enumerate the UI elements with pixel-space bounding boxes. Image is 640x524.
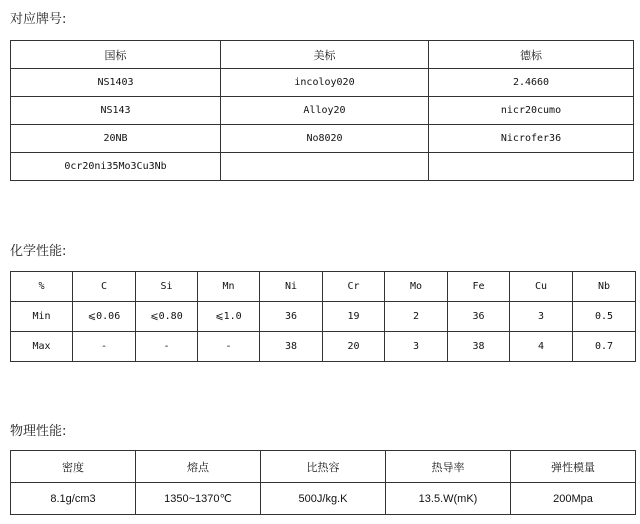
header-cell: Cu xyxy=(510,272,573,302)
table-row xyxy=(11,302,636,332)
table-cell: ⩽0.80 xyxy=(136,302,198,332)
grades-header-row xyxy=(11,41,634,69)
table-cell: 38 xyxy=(448,332,510,362)
table-cell: 38 xyxy=(260,332,323,362)
table-cell: 1350~1370℃ xyxy=(136,483,261,515)
physical-header-row xyxy=(11,451,636,483)
header-cell: Si xyxy=(136,272,198,302)
table-cell: 4 xyxy=(510,332,573,362)
table-row xyxy=(11,125,634,153)
table-cell: No8020 xyxy=(221,125,429,153)
header-cell: C xyxy=(73,272,136,302)
header-cell: Ni xyxy=(260,272,323,302)
table-cell: ⩽1.0 xyxy=(198,302,260,332)
header-cell-thermal-conductivity: 热导率 xyxy=(386,451,511,483)
header-cell: Mo xyxy=(385,272,448,302)
header-cell: Cr xyxy=(323,272,385,302)
table-cell: 20NB xyxy=(11,125,221,153)
table-cell: 36 xyxy=(260,302,323,332)
table-cell: 20 xyxy=(323,332,385,362)
table-cell: incoloy020 xyxy=(221,69,429,97)
table-cell: Min xyxy=(11,302,73,332)
physical-table xyxy=(10,450,636,515)
table-cell: 36 xyxy=(448,302,510,332)
table-row xyxy=(11,483,636,515)
table-cell: 500J/kg.K xyxy=(261,483,386,515)
table-row xyxy=(11,332,636,362)
table-cell: 3 xyxy=(385,332,448,362)
header-cell-us: 美标 xyxy=(221,41,429,69)
table-cell: Nicrofer36 xyxy=(429,125,634,153)
table-row xyxy=(11,69,634,97)
physical-title: 物理性能: xyxy=(10,424,67,439)
table-cell: NS143 xyxy=(11,97,221,125)
table-cell: 0.5 xyxy=(573,302,636,332)
header-cell: Nb xyxy=(573,272,636,302)
header-cell: Mn xyxy=(198,272,260,302)
table-cell: 0cr20ni35Mo3Cu3Nb xyxy=(11,153,221,181)
table-cell xyxy=(221,153,429,181)
table-cell: 8.1g/cm3 xyxy=(11,483,136,515)
table-cell: - xyxy=(136,332,198,362)
chemistry-header-row xyxy=(11,272,636,302)
grades-table xyxy=(10,40,634,181)
table-cell: NS1403 xyxy=(11,69,221,97)
table-cell: ⩽0.06 xyxy=(73,302,136,332)
table-cell: - xyxy=(73,332,136,362)
table-cell xyxy=(429,153,634,181)
table-cell: 200Mpa xyxy=(511,483,636,515)
header-cell-melting-point: 熔点 xyxy=(136,451,261,483)
header-cell: % xyxy=(11,272,73,302)
table-cell: 2.4660 xyxy=(429,69,634,97)
table-cell: Alloy20 xyxy=(221,97,429,125)
table-row xyxy=(11,97,634,125)
chemistry-title: 化学性能: xyxy=(10,244,67,259)
table-cell: - xyxy=(198,332,260,362)
grades-title: 对应牌号: xyxy=(10,12,67,27)
table-cell: 13.5.W(mK) xyxy=(386,483,511,515)
header-cell: Fe xyxy=(448,272,510,302)
table-cell: 3 xyxy=(510,302,573,332)
table-cell: 0.7 xyxy=(573,332,636,362)
header-cell-gb: 国标 xyxy=(11,41,221,69)
header-cell-density: 密度 xyxy=(11,451,136,483)
table-cell: 2 xyxy=(385,302,448,332)
table-cell: nicr20cumo xyxy=(429,97,634,125)
chemistry-table xyxy=(10,271,636,362)
table-cell: 19 xyxy=(323,302,385,332)
header-cell-specific-heat: 比热容 xyxy=(261,451,386,483)
header-cell-de: 德标 xyxy=(429,41,634,69)
table-cell: Max xyxy=(11,332,73,362)
table-row xyxy=(11,153,634,181)
header-cell-elastic-modulus: 弹性模量 xyxy=(511,451,636,483)
